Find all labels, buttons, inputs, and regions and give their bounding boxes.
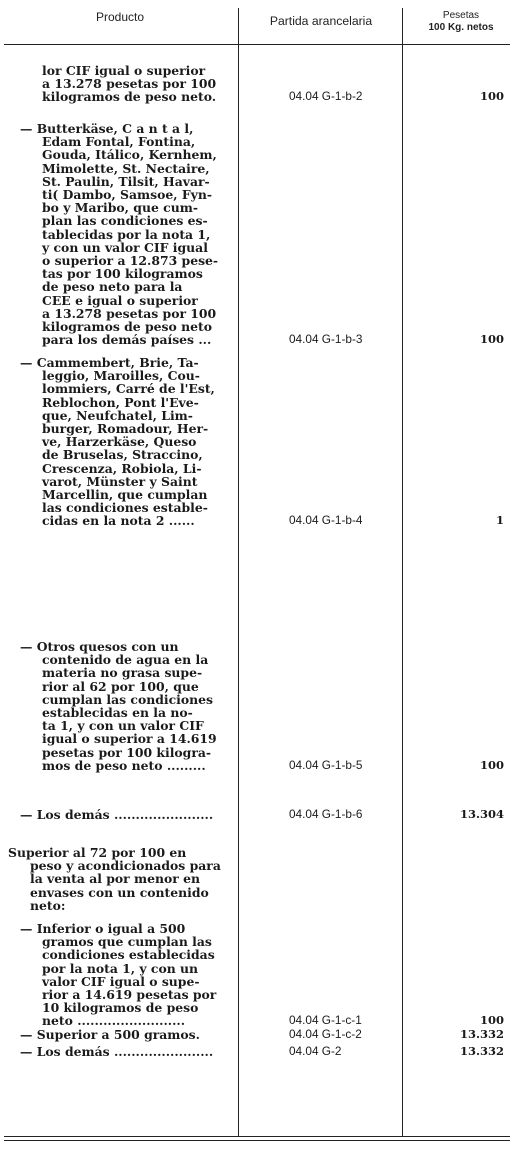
- header-rule: [4, 44, 510, 45]
- entry-line: envases con un contenido: [30, 884, 209, 900]
- entry-line: Superior al 72 por 100 en: [8, 845, 187, 860]
- entry-line: materia no grasa supe-: [42, 665, 203, 681]
- duty-value: 100: [479, 1013, 504, 1028]
- entry-line: de peso neto para la: [42, 279, 183, 295]
- entry-line: St. Paulin, Tilsit, Havar-: [42, 173, 210, 189]
- duty-value: 100: [479, 332, 504, 347]
- entry-line: rior a 14.619 pesetas por: [42, 987, 217, 1002]
- entry-line: kilogramos de peso neto: [42, 319, 212, 334]
- duty-value: 1: [495, 513, 504, 528]
- entry-line: burger, Romadour, Her-: [42, 421, 209, 436]
- entry-line: igual o superior a 14.619: [42, 731, 217, 747]
- header-unit: 100 Kg. netos: [428, 22, 494, 33]
- entry-line: varot, Münster y Saint: [42, 473, 198, 489]
- entry-line: contenido de agua en la: [42, 652, 209, 668]
- tariff-code: 04.04 G-1-c-2: [289, 1027, 362, 1041]
- entry-line: Reblochon, Pont l'Eve-: [42, 394, 199, 410]
- entry-line: condiciones establecidas: [42, 947, 215, 963]
- entry-line: pesetas por 100 kilogra-: [42, 744, 212, 760]
- duty-value: 13.332: [459, 1044, 504, 1058]
- entry-line: Gouda, Itálico, Kernhem,: [42, 147, 217, 163]
- entry-line: neto:: [30, 897, 66, 913]
- entry-line: bo y Maribo, que cum-: [42, 200, 198, 216]
- column-rule-2: [402, 8, 403, 1136]
- entry-line: — Superior a 500 gramos.: [20, 1027, 200, 1042]
- entry-line: plan las condiciones es-: [42, 213, 208, 229]
- entry-line: leggio, Maroilles, Cou-: [42, 368, 200, 384]
- entry-line: por la nota 1, y con un: [42, 960, 199, 976]
- header-pesetas: Pesetas: [442, 10, 480, 21]
- entry-line: establecidas en la no-: [42, 705, 193, 720]
- entry-line: neto .........................: [42, 1013, 186, 1029]
- tariff-code: 04.04 G-2: [289, 1044, 342, 1058]
- duty-value: 13.332: [459, 1027, 504, 1041]
- entry-line: tas por 100 kilogramos: [42, 266, 203, 282]
- entry-line: que, Neufchatel, Lim-: [42, 407, 193, 423]
- entry-line: las condiciones estable-: [42, 500, 208, 516]
- entry-line: Mimolette, St. Nectaire,: [42, 160, 210, 176]
- tariff-code: 04.04 G-1-b-5: [289, 757, 363, 772]
- duty-value: 100: [479, 757, 504, 772]
- entry-line: — Butterkäse, C a n t a l,: [20, 121, 194, 136]
- entry-line: Marcellin, que cumplan: [42, 487, 208, 502]
- entry-line: ta 1, y con un valor CIF: [42, 718, 204, 734]
- column-rule-1: [238, 8, 239, 1136]
- entry-line: a 13.278 pesetas por 100: [42, 76, 217, 92]
- entry-line: o superior a 12.873 pese-: [42, 253, 219, 268]
- entry-line: 10 kilogramos de peso: [42, 1000, 199, 1016]
- entry-line: rior al 62 por 100, que: [42, 678, 199, 694]
- entry-line: ve, Harzerkäse, Queso: [42, 434, 197, 450]
- entry-line: lommiers, Carré de l'Est,: [42, 381, 215, 397]
- header-producto: Producto: [95, 10, 145, 24]
- bottom-rule-1: [4, 1136, 510, 1137]
- entry-line: valor CIF igual o supe-: [42, 973, 200, 989]
- tariff-code: 04.04 G-1-b-3: [289, 332, 363, 347]
- tariff-code: 04.04 G-1-b-4: [289, 513, 363, 528]
- entry-line: CEE e igual o superior: [42, 292, 198, 308]
- entry-line: la venta al por menor en: [30, 871, 201, 887]
- entry-line: — Otros quesos con un: [20, 639, 179, 654]
- entry-line: — Los demás .......................: [20, 1044, 214, 1059]
- entry-line: — Inferior o igual a 500: [20, 921, 186, 936]
- entry-line: mos de peso neto .........: [42, 757, 206, 773]
- header-partida: Partida arancelaria: [269, 14, 373, 28]
- entry-line: Crescenza, Robiola, Li-: [42, 460, 202, 476]
- entry-line: peso y acondicionados para: [30, 858, 221, 874]
- tariff-code: 04.04 G-1-c-1: [289, 1013, 362, 1028]
- entry-line: ti( Dambo, Samsoe, Fyn-: [42, 187, 213, 202]
- entry-line: para los demás países ...: [42, 332, 212, 348]
- duty-value: 100: [479, 89, 504, 104]
- entry-line: tablecidas por la nota 1,: [42, 226, 211, 242]
- duty-value: 13.304: [459, 807, 504, 821]
- entry-line: cidas en la nota 2 ......: [42, 513, 195, 529]
- entry-line: de Bruselas, Straccino,: [42, 447, 203, 463]
- entry-line: — Los demás .......................: [20, 807, 214, 822]
- entry-line: cumplan las condiciones: [42, 691, 213, 707]
- entry-line: gramos que cumplan las: [42, 934, 212, 950]
- entry-line: y con un valor CIF igual: [42, 239, 208, 255]
- entry-line: a 13.278 pesetas por 100: [42, 305, 217, 321]
- tariff-code: 04.04 G-1-b-6: [289, 807, 363, 821]
- entry-line: — Cammembert, Brie, Ta-: [20, 355, 199, 370]
- tariff-code: 04.04 G-1-b-2: [289, 89, 363, 104]
- entry-line: Edam Fontal, Fontina,: [42, 134, 196, 150]
- entry-line: lor CIF igual o superior: [42, 63, 206, 78]
- entry-line: kilogramos de peso neto.: [42, 89, 217, 105]
- bottom-rule-2: [4, 1140, 510, 1141]
